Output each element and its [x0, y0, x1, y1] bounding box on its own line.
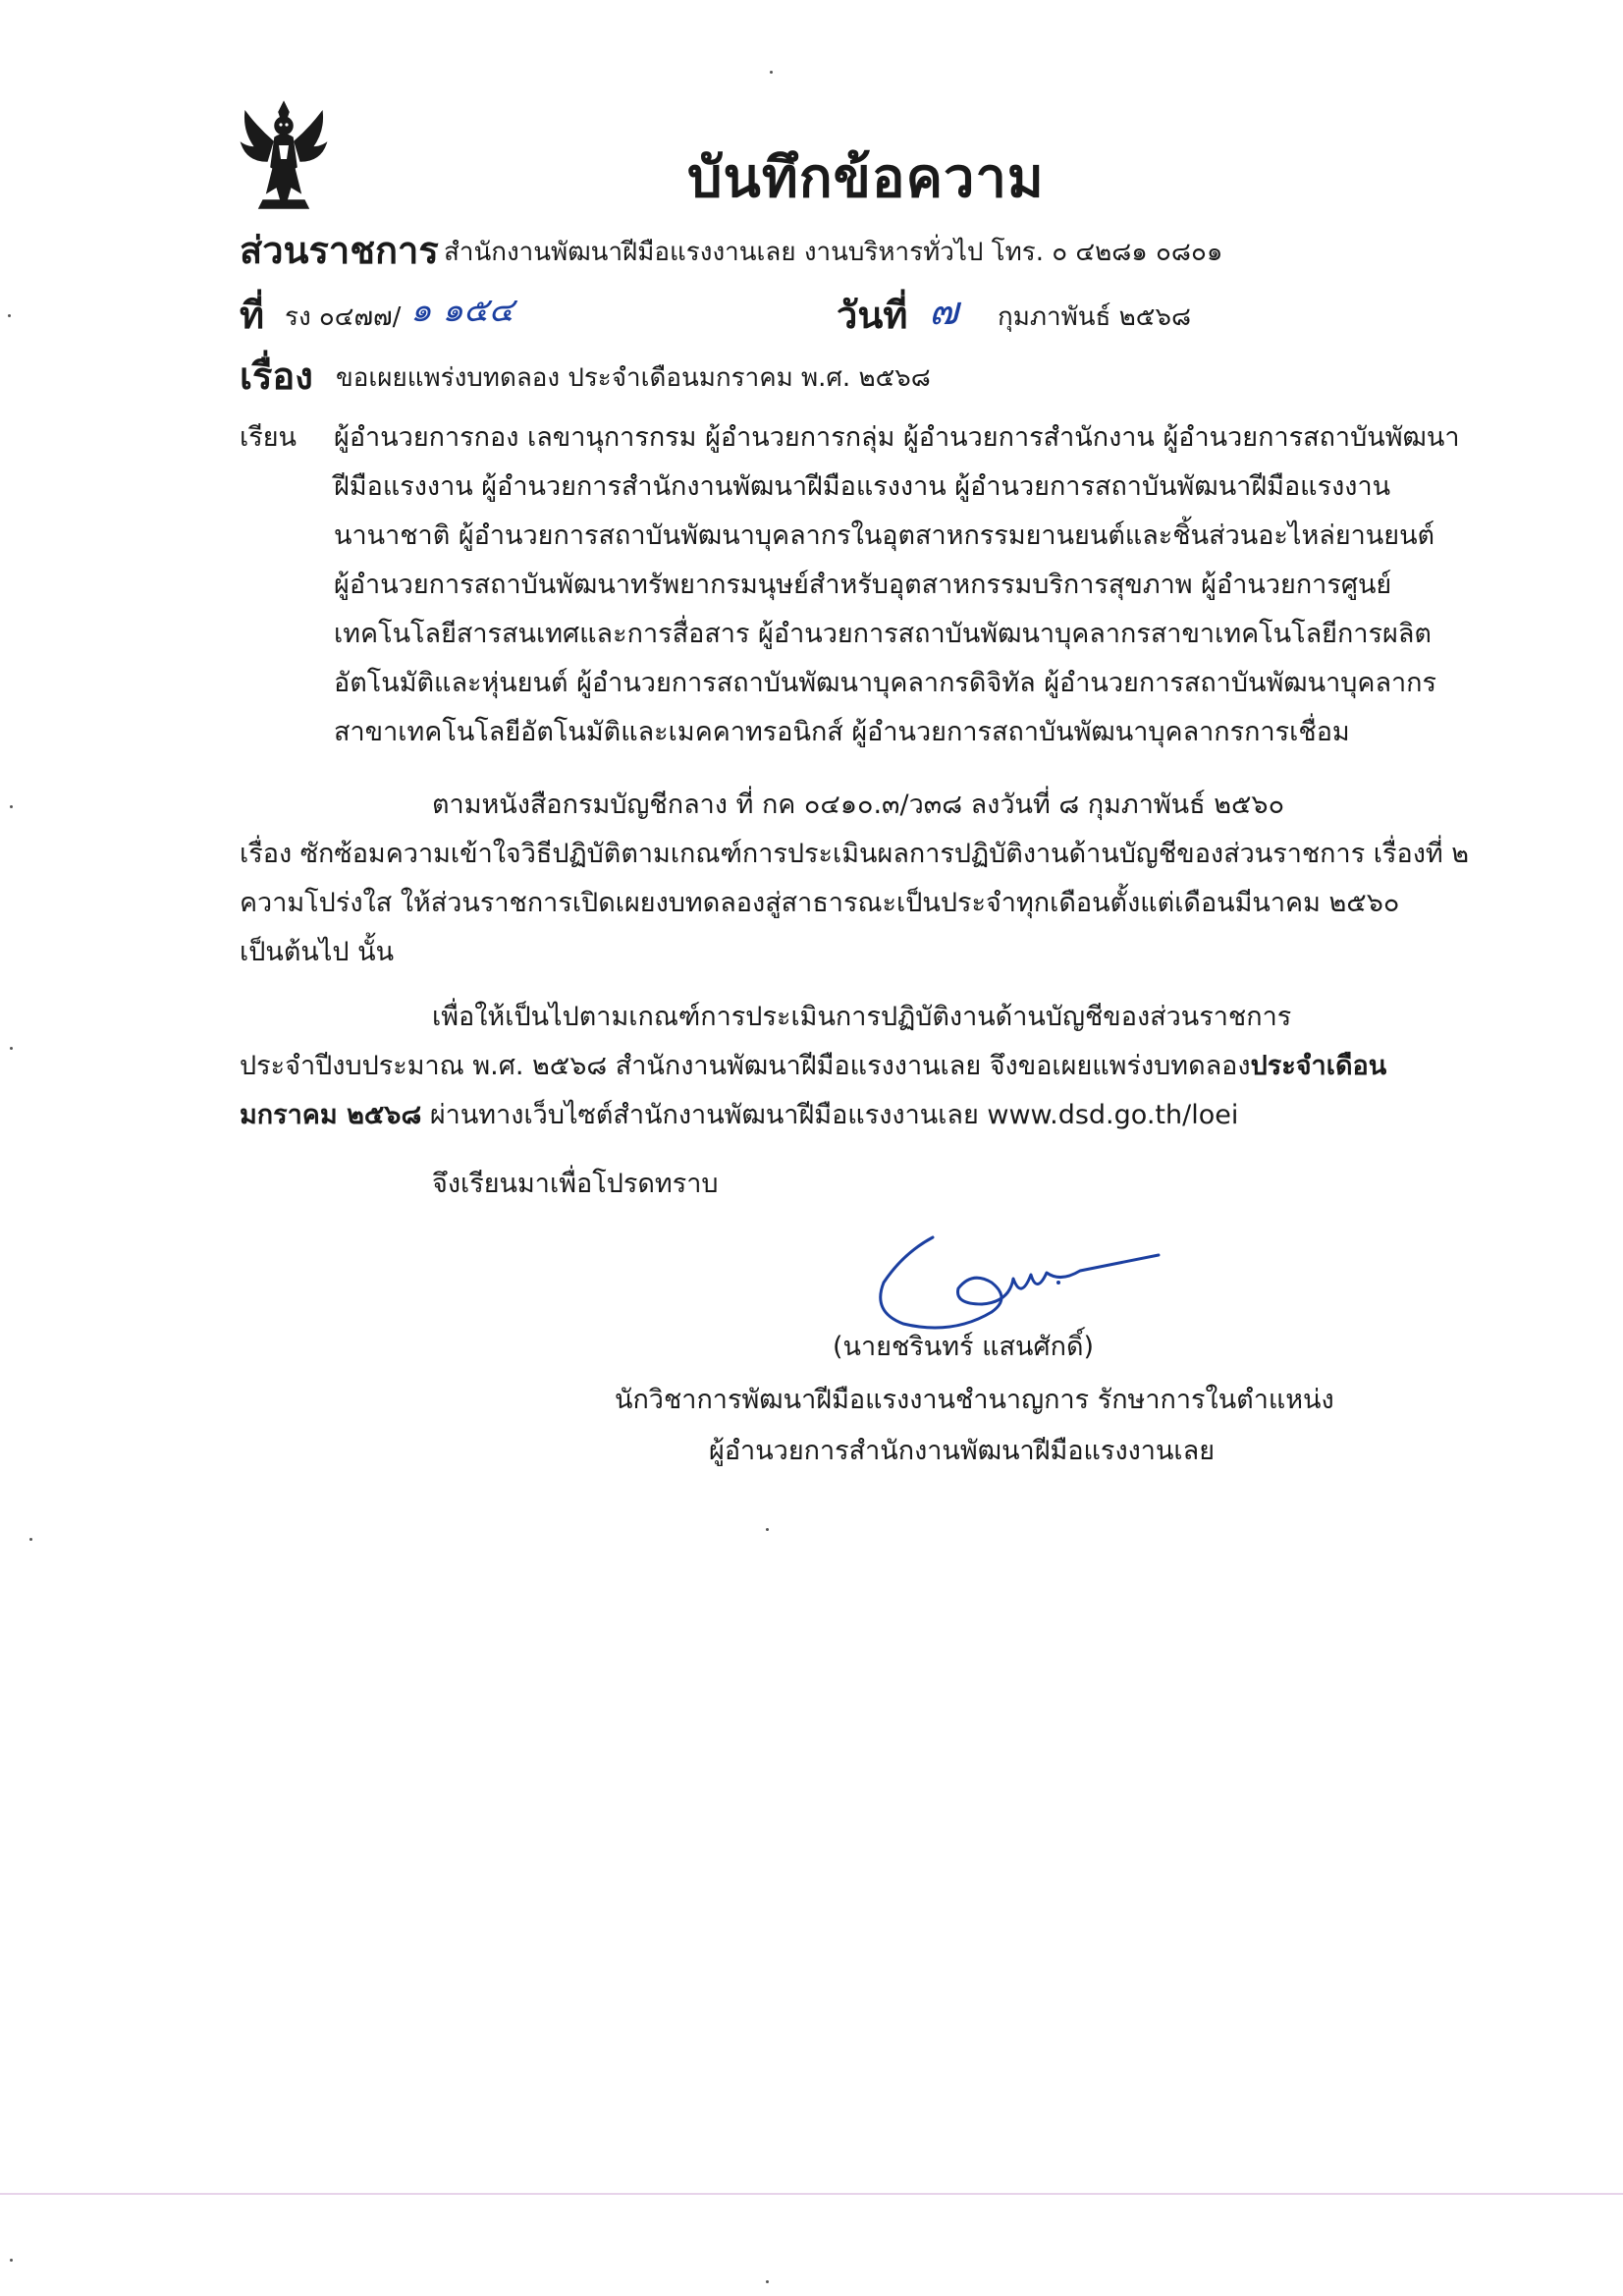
- scan-speck: [10, 2259, 13, 2262]
- to-line: อัตโนมัติและหุ่นยนต์ ผู้อำนวยการสถาบันพัฒนาบุคลากรดิจิทัล ผู้อำนวยการสถาบันพัฒนาบุคลากร: [334, 668, 1437, 698]
- ref-label: ที่: [240, 294, 265, 337]
- signer-name: (นายชรินทร์ แสนศักดิ์): [833, 1332, 1095, 1362]
- paragraph-2-line: เพื่อให้เป็นไปตามเกณฑ์การประเมินการปฏิบัติงานด้านบัญชีของส่วนราชการ: [432, 1002, 1292, 1032]
- department-value: สำนักงานพัฒนาฝีมือแรงงานเลย งานบริหารทั่วไป โทร. ๐ ๔๒๘๑ ๐๘๐๑: [444, 238, 1223, 267]
- closing-text: จึงเรียนมาเพื่อโปรดทราบ: [432, 1169, 719, 1199]
- paragraph-1-line: เป็นต้นไป นั้น: [240, 937, 395, 967]
- date-label: วันที่: [837, 294, 908, 337]
- garuda-emblem-icon: [238, 98, 330, 212]
- date-handwritten: ๗: [929, 289, 959, 334]
- subject-label: เรื่อง: [240, 355, 313, 398]
- paragraph-2-text: ประจำปีงบประมาณ พ.ศ. ๒๕๖๘ สำนักงานพัฒนาฝีมือแรงงานเลย จึงขอเผยแพร่งบทดลอง: [240, 1051, 1251, 1081]
- scan-speck: [766, 2280, 769, 2283]
- scan-speck: [766, 1528, 769, 1531]
- paragraph-1-line: ตามหนังสือกรมบัญชีกลาง ที่ กค ๐๔๑๐.๓/ว๓๘ ลงวันที่ ๘ กุมภาพันธ์ ๒๕๖๐: [432, 790, 1285, 820]
- paragraph-2-line: [240, 1053, 1386, 1079]
- signer-position: นักวิชาการพัฒนาฝีมือแรงงานชำนาญการ รักษาการในตำแหน่ง: [615, 1385, 1334, 1415]
- to-line: นานาชาติ ผู้อำนวยการสถาบันพัฒนาบุคลากรในอุตสาหกรรมยานยนต์และชิ้นส่วนอะไหล่ยานยนต์: [334, 520, 1435, 551]
- signature-icon: [864, 1214, 1178, 1341]
- to-line: ผู้อำนวยการสถาบันพัฒนาทรัพยากรมนุษย์สำหรับอุตสาหกรรมบริการสุขภาพ ผู้อำนวยการศูนย์: [334, 570, 1392, 600]
- paragraph-2-text: ผ่านทางเว็บไซต์สำนักงานพัฒนาฝีมือแรงงานเลย www.dsd.go.th/loei: [421, 1100, 1239, 1130]
- date-value: กุมภาพันธ์ ๒๕๖๘: [998, 302, 1192, 332]
- scan-speck: [29, 1538, 32, 1541]
- to-line: เทคโนโลยีสารสนเทศและการสื่อสาร ผู้อำนวยการสถาบันพัฒนาบุคลากรสาขาเทคโนโลยีการผลิต: [334, 619, 1432, 649]
- to-line: ผู้อำนวยการกอง เลขานุการกรม ผู้อำนวยการกลุ่ม ผู้อำนวยการสำนักงาน ผู้อำนวยการสถาบันพัฒนา: [334, 422, 1460, 453]
- scan-speck: [8, 314, 11, 317]
- paragraph-2-line: [240, 1102, 1238, 1128]
- to-label: เรียน: [240, 422, 298, 453]
- paragraph-1-line: เรื่อง ซักซ้อมความเข้าใจวิธีปฏิบัติตามเกณฑ์การประเมินผลการปฏิบัติงานด้านบัญชีของส่วนราชการ เรื่องที่ ๒: [240, 839, 1470, 869]
- subject-value: ขอเผยแพร่งบทดลอง ประจำเดือนมกราคม พ.ศ. ๒๕๖๘: [336, 363, 931, 393]
- ref-value: รง ๐๔๗๗/: [285, 302, 402, 332]
- scan-speck: [10, 1047, 13, 1050]
- department-label: ส่วนราชการ: [240, 229, 439, 272]
- ref-handwritten: ๑ ๑๕๔: [410, 291, 514, 330]
- scan-speck: [10, 805, 13, 808]
- paragraph-2-bold: ประจำเดือน: [1250, 1051, 1387, 1081]
- paragraph-1-line: ความโปร่งใส ให้ส่วนราชการเปิดเผยงบทดลองสู่สาธารณะเป็นประจำทุกเดือนตั้งแต่เดือนมีนาคม ๒๕๖๐: [240, 888, 1400, 918]
- memo-title: บันทึกข้อความ: [687, 146, 1045, 210]
- scan-speck: [770, 71, 773, 74]
- to-line: ฝีมือแรงงาน ผู้อำนวยการสำนักงานพัฒนาฝีมือแรงงาน ผู้อำนวยการสถาบันพัฒนาฝีมือแรงงาน: [334, 471, 1391, 502]
- signer-position: ผู้อำนวยการสำนักงานพัฒนาฝีมือแรงงานเลย: [709, 1436, 1216, 1466]
- to-line: สาขาเทคโนโลยีอัตโนมัติและเมคคาทรอนิกส์ ผู้อำนวยการสถาบันพัฒนาบุคลากรการเชื่อม: [334, 717, 1350, 747]
- paragraph-2-bold: มกราคม ๒๕๖๘: [240, 1100, 422, 1130]
- scan-edge-line: [0, 2193, 1623, 2195]
